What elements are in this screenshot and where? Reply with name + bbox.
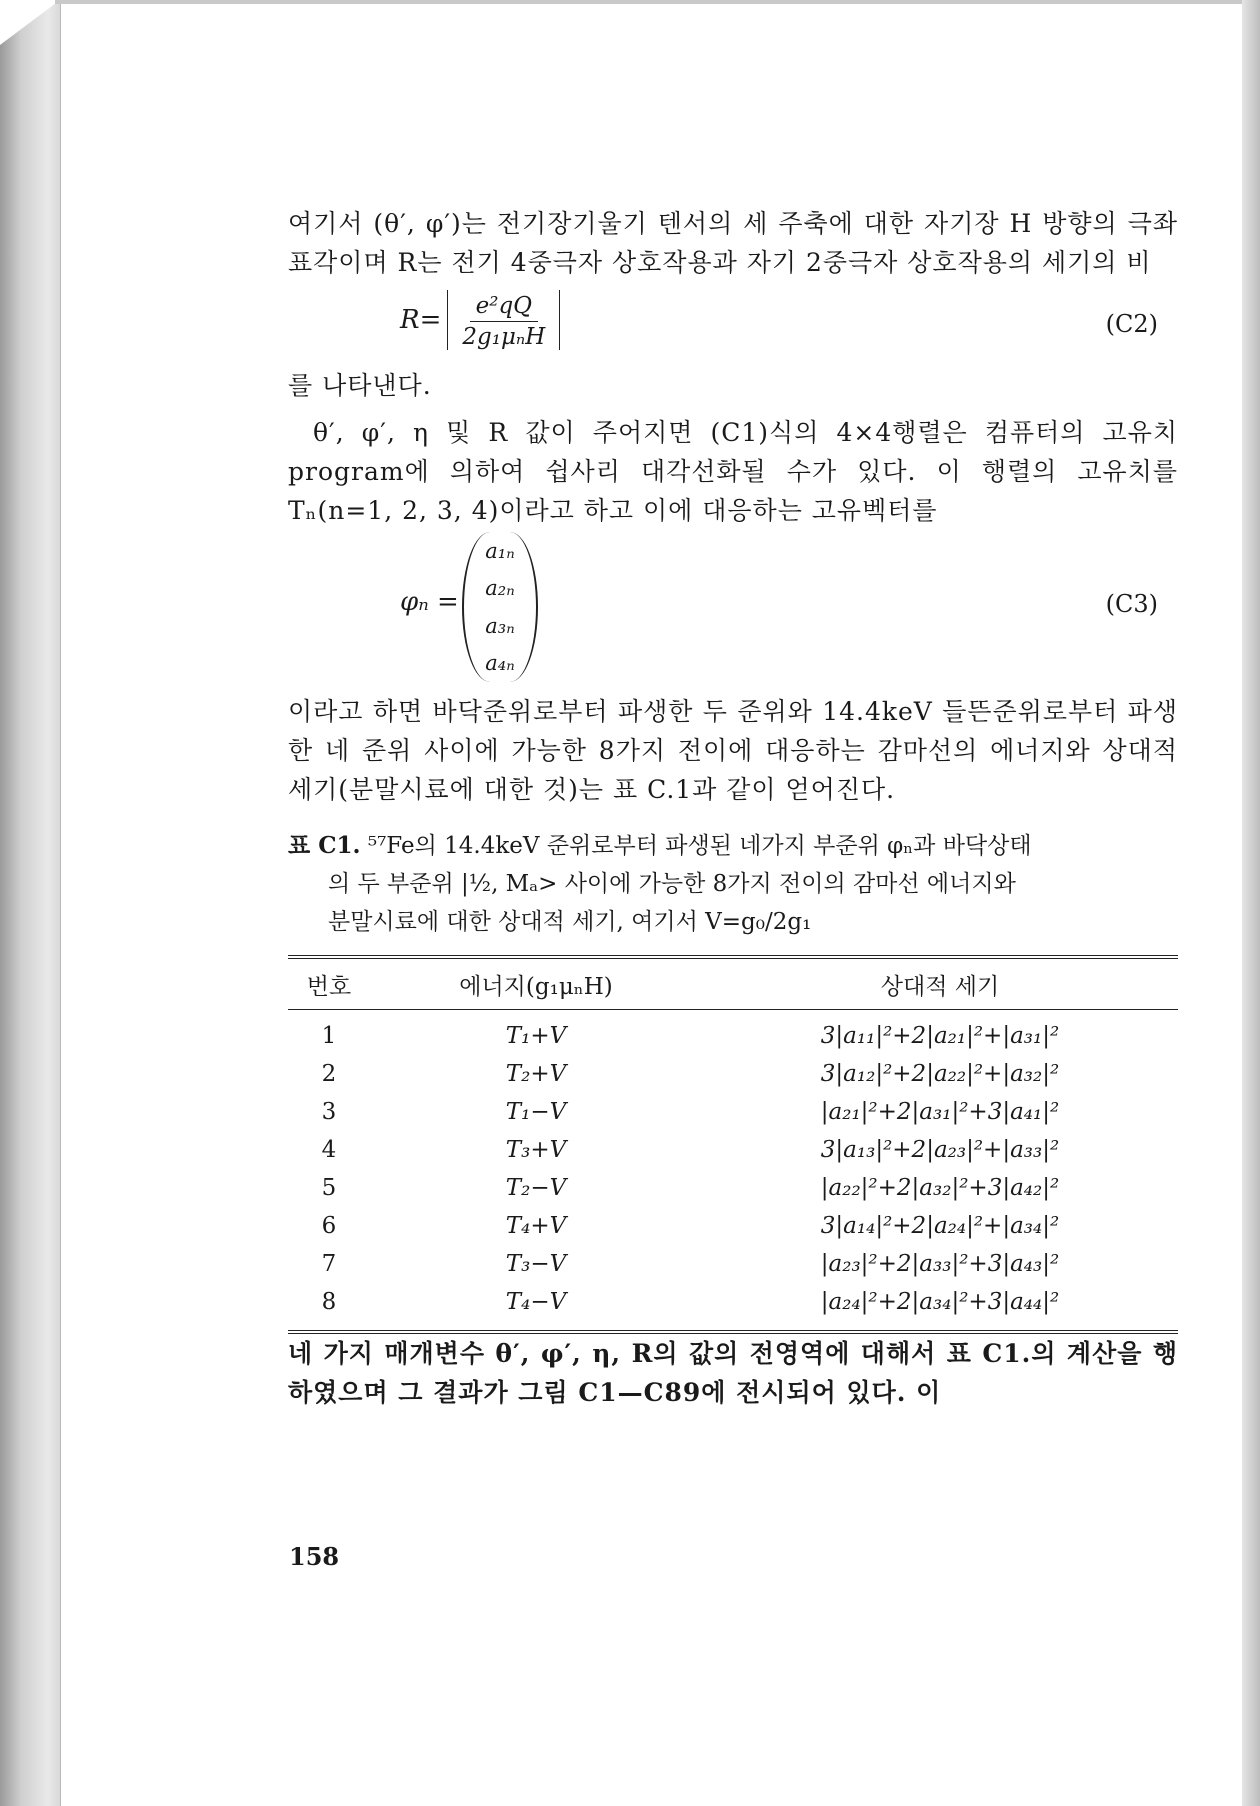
- table-caption: [288, 827, 1178, 941]
- cell-intensity: 3|a₁₁|²+2|a₂₁|²+|a₃₁|²: [820, 1023, 1060, 1049]
- equation-c3-lhs: φₙ =: [400, 587, 459, 617]
- vector-component: a₁ₙ: [485, 538, 515, 563]
- cell-energy: T₁+V: [505, 1023, 567, 1049]
- cell-intensity: |a₂₁|²+2|a₃₁|²+3|a₄₁|²: [820, 1099, 1060, 1125]
- cell-number: 3: [321, 1099, 337, 1125]
- page-content: [288, 204, 1178, 1412]
- fraction-numerator: e²qQ: [470, 293, 538, 322]
- table-caption-line: 분말시료에 대한 상대적 세기, 여기서 V=g₀/2g₁: [328, 909, 812, 935]
- absolute-value: [447, 290, 560, 350]
- table-row: [288, 1283, 1178, 1332]
- fraction: [456, 293, 551, 350]
- equation-c2-formula: [400, 290, 560, 350]
- vector-component: a₄ₙ: [485, 651, 515, 676]
- column-header-energy: 에너지(g₁μₙH): [370, 957, 702, 1010]
- cell-number: 2: [321, 1061, 337, 1087]
- equation-c2-lhs: R=: [400, 305, 442, 335]
- cell-number: 8: [321, 1289, 337, 1315]
- column-vector: [462, 532, 538, 682]
- page-number: 158: [289, 1542, 340, 1571]
- cell-energy: T₃+V: [505, 1137, 567, 1163]
- paragraph-3: θ′, φ′, η 및 R 값이 주어지면 (C1)식의 4×4행렬은 컴퓨터의 고유치 program에 의하여 쉽사리 대각선화될 수가 있다. 이 행렬의 고유치를 Tₙ(n=1, 2, 3, 4)이라고 하고 이에 대응하는 고유벡터를: [288, 418, 1178, 525]
- book-edge-right: [1242, 0, 1260, 1806]
- paragraph-2: 를 나타낸다.: [288, 371, 432, 400]
- equation-c2: [288, 290, 1178, 360]
- table-row: [288, 1010, 1178, 1056]
- equation-c3: [288, 532, 1178, 682]
- table-row: [288, 1093, 1178, 1131]
- cell-number: 5: [321, 1175, 337, 1201]
- column-header-intensity: 상대적 세기: [702, 957, 1178, 1010]
- cell-energy: T₃−V: [505, 1251, 567, 1277]
- cell-number: 1: [321, 1023, 337, 1049]
- cell-energy: T₂−V: [505, 1175, 567, 1201]
- equation-c2-label: (C2): [1105, 310, 1158, 338]
- page: [60, 4, 1242, 1806]
- cell-energy: T₄+V: [505, 1213, 567, 1239]
- vector-component: a₃ₙ: [485, 613, 515, 638]
- cell-number: 7: [321, 1251, 337, 1277]
- paragraph-5: 네 가지 매개변수 θ′, φ′, η, R의 값의 전영역에 대해서 표 C1.의 계산을 행하였으며 그 결과가 그림 C1—C89에 전시되어 있다. 이: [288, 1339, 1178, 1407]
- vector-component: a₂ₙ: [485, 576, 515, 601]
- paragraph-4: 이라고 하면 바닥준위로부터 파생한 두 준위와 14.4keV 들뜬준위로부터 파생한 네 준위 사이에 가능한 8가지 전이에 대응하는 감마선의 에너지와 상대적 세기(분말시료에 대한 것)는 표 C.1과 같이 얻어진다.: [288, 697, 1178, 804]
- table-row: [288, 1169, 1178, 1207]
- cell-intensity: |a₂₄|²+2|a₃₄|²+3|a₄₄|²: [820, 1289, 1060, 1315]
- table-header-row: [288, 957, 1178, 1010]
- fraction-denominator: 2g₁μₙH: [462, 324, 546, 350]
- column-header-number: 번호: [288, 957, 370, 1010]
- cell-number: 4: [321, 1137, 337, 1163]
- cell-energy: T₂+V: [505, 1061, 567, 1087]
- table-row: [288, 1245, 1178, 1283]
- table-row: [288, 1131, 1178, 1169]
- table-caption-head: 표 C1.: [288, 832, 361, 859]
- cell-intensity: |a₂₃|²+2|a₃₃|²+3|a₄₃|²: [820, 1251, 1060, 1277]
- cell-energy: T₁−V: [505, 1099, 567, 1125]
- paragraph-1: 여기서 (θ′, φ′)는 전기장기울기 텐서의 세 주축에 대한 자기장 H 방향의 극좌표각이며 R는 전기 4중극자 상호작용과 자기 2중극자 상호작용의 세기의 비: [288, 209, 1178, 277]
- table-caption-line: ⁵⁷Fe의 14.4keV 준위로부터 파생된 네가지 부준위 φₙ과 바닥상태: [360, 833, 1032, 859]
- cell-energy: T₄−V: [505, 1289, 567, 1315]
- cell-number: 6: [321, 1213, 337, 1239]
- table-row: [288, 1055, 1178, 1093]
- cell-intensity: 3|a₁₂|²+2|a₂₂|²+|a₃₂|²: [820, 1061, 1060, 1087]
- cell-intensity: 3|a₁₃|²+2|a₂₃|²+|a₃₃|²: [820, 1137, 1060, 1163]
- book-edge-left: [0, 0, 60, 1806]
- transition-table: [288, 955, 1178, 1334]
- equation-c3-label: (C3): [1105, 590, 1158, 618]
- cell-intensity: |a₂₂|²+2|a₃₂|²+3|a₄₂|²: [820, 1175, 1060, 1201]
- table-row: [288, 1207, 1178, 1245]
- cell-intensity: 3|a₁₄|²+2|a₂₄|²+|a₃₄|²: [820, 1213, 1060, 1239]
- table-caption-line: 의 두 부준위 |½, Mₐ> 사이에 가능한 8가지 전이의 감마선 에너지와: [328, 871, 1016, 897]
